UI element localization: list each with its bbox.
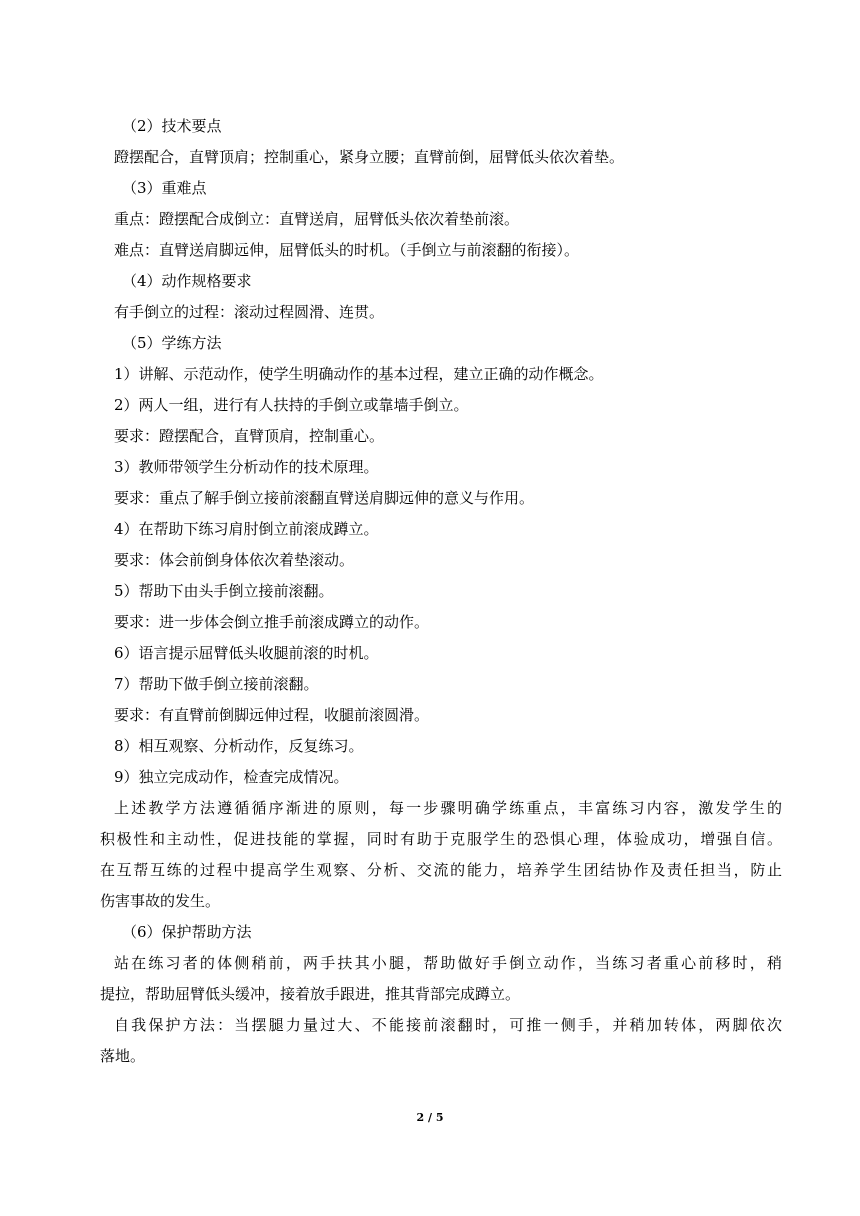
movement-requirements-text: 有手倒立的过程：滚动过程圆滑、连贯。: [114, 303, 385, 321]
heading-technical-points: （2）技术要点: [122, 117, 222, 135]
self-protection-line: 落地。: [100, 1047, 146, 1065]
heading-learning-methods: （5）学练方法: [122, 334, 222, 352]
key-point-text: 重点：蹬摆配合成倒立：直臂送肩，屈臂低头依次着垫前滚。: [114, 210, 520, 228]
method-step-3: 3）教师带领学生分析动作的技术原理。: [114, 458, 379, 476]
method-requirement-4: 要求：体会前倒身体依次着垫滚动。: [114, 551, 355, 569]
method-step-2: 2）两人一组，进行有人扶持的手倒立或靠墙手倒立。: [114, 396, 469, 414]
method-step-6: 6）语言提示屈臂低头收腿前滚的时机。: [114, 644, 379, 662]
method-requirement-2: 要求：蹬摆配合，直臂顶肩，控制重心。: [114, 427, 385, 445]
summary-line: 伤害事故的发生。: [100, 892, 221, 910]
summary-line: 上述教学方法遵循循序渐进的原则，每一步骤明确学练重点，丰富练习内容，激发学生的: [114, 799, 782, 817]
self-protection-line: 自我保护方法：当摆腿力量过大、不能接前滚翻时，可推一侧手，并稍加转体，两脚依次: [114, 1016, 782, 1034]
method-step-1: 1）讲解、示范动作，使学生明确动作的基本过程，建立正确的动作概念。: [114, 365, 604, 383]
document-body: [100, 111, 782, 1072]
method-step-4: 4）在帮助下练习肩肘倒立前滚成蹲立。: [114, 520, 379, 538]
page-number: 2 / 5: [416, 1111, 444, 1124]
summary-line: 积极性和主动性，促进技能的掌握，同时有助于克服学生的恐惧心理，体验成功，增强自信。: [100, 830, 782, 848]
difficult-point-text: 难点：直臂送肩脚远伸，屈臂低头的时机。（手倒立与前滚翻的衔接）。: [114, 241, 580, 259]
method-step-5: 5）帮助下由头手倒立接前滚翻。: [114, 582, 334, 600]
method-step-7: 7）帮助下做手倒立接前滚翻。: [114, 675, 319, 693]
summary-line: 在互帮互练的过程中提高学生观察、分析、交流的能力，培养学生团结协作及责任担当，防止: [100, 861, 782, 879]
technical-points-text: 蹬摆配合，直臂顶肩；控制重心，紧身立腰；直臂前倒，屈臂低头依次着垫。: [114, 148, 625, 166]
method-requirement-5: 要求：进一步体会倒立推手前滚成蹲立的动作。: [114, 613, 430, 631]
heading-movement-requirements: （4）动作规格要求: [122, 272, 252, 290]
summary-paragraph: [100, 793, 782, 917]
method-requirement-7: 要求：有直臂前倒脚远伸过程，收腿前滚圆滑。: [114, 706, 430, 724]
protection-line: 站在练习者的体侧稍前，两手扶其小腿，帮助做好手倒立动作，当练习者重心前移时，稍: [114, 954, 782, 972]
self-protection-paragraph: [100, 1010, 782, 1072]
protection-paragraph: [100, 948, 782, 1010]
method-step-8: 8）相互观察、分析动作，反复练习。: [114, 737, 364, 755]
protection-line: 提拉，帮助屈臂低头缓冲，接着放手跟进，推其背部完成蹲立。: [100, 985, 521, 1003]
method-requirement-3: 要求：重点了解手倒立接前滚翻直臂送肩脚远伸的意义与作用。: [114, 489, 535, 507]
heading-key-difficult-points: （3）重难点: [122, 179, 207, 197]
heading-protection-methods: （6）保护帮助方法: [122, 923, 252, 941]
method-step-9: 9）独立完成动作，检查完成情况。: [114, 768, 349, 786]
